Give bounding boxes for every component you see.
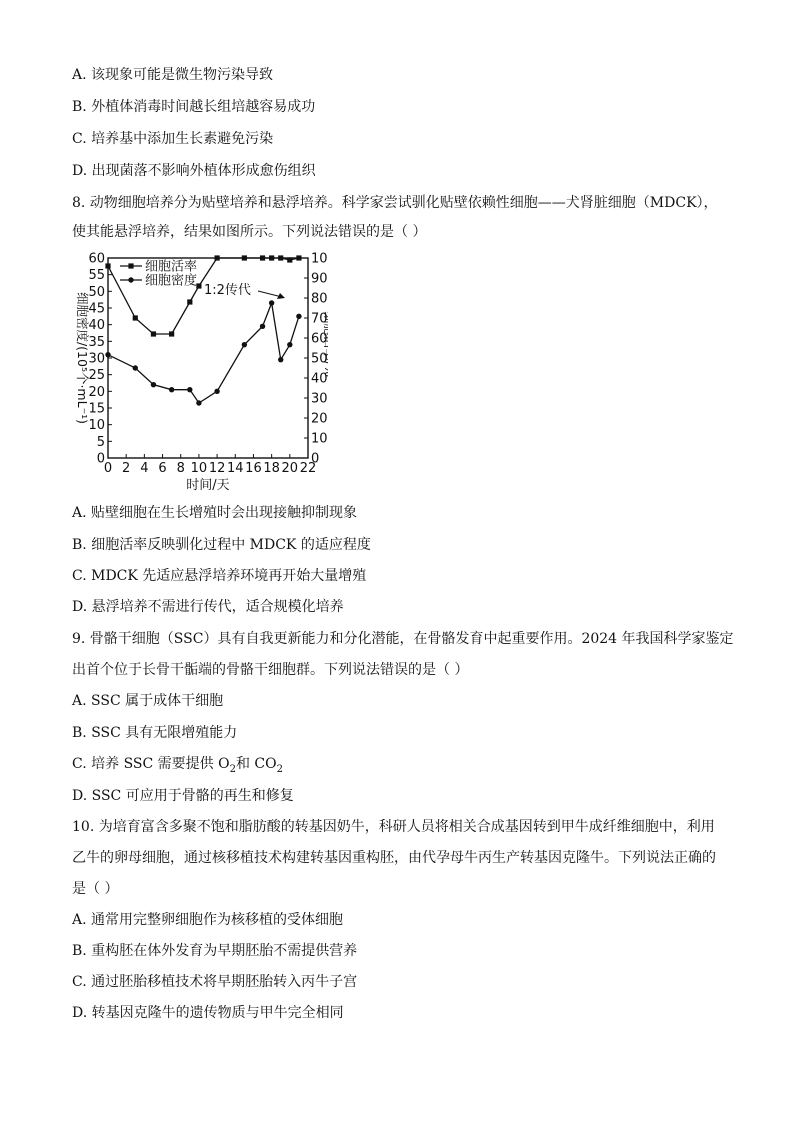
x-tick-label: 4 [140, 461, 149, 476]
y-right-axis-label: 细胞活率/% [322, 310, 328, 378]
data-point-circle [196, 400, 201, 405]
data-point-circle [278, 357, 283, 362]
q10-stem-line1: 10. 为培育富含多聚不饱和脂肪酸的转基因奶牛，科研人员将相关合成基因转到甲牛成纤维细胞中，利用 [72, 819, 715, 835]
q9-option-c-sub2: 2 [276, 763, 283, 775]
data-point-square [260, 255, 265, 260]
q8-option-d: D. 悬浮培养不需进行传代，适合规模化培养 [72, 599, 344, 615]
q9-option-c-mid: 和 CO [235, 756, 277, 772]
y-left-tick-label: 20 [88, 384, 105, 400]
data-point-square [169, 331, 174, 336]
q7-option-d: D. 出现菌落不影响外植体形成愈伤组织 [72, 163, 316, 179]
y-left-tick-label: 50 [88, 284, 105, 300]
x-tick-label: 0 [103, 461, 113, 476]
q10-option-a: A. 通常用完整卵细胞作为核移植的受体细胞 [72, 912, 344, 928]
q7-option-a: A. 该现象可能是微生物污染导致 [72, 67, 274, 83]
data-point-square [105, 263, 110, 268]
x-tick-label: 14 [226, 461, 244, 476]
y-right-tick-label: 0 [311, 451, 320, 467]
y-left-tick-label: 10 [88, 418, 105, 434]
q10-option-c: C. 通过胚胎移植技术将早期胚胎转入丙牛子宫 [72, 974, 358, 990]
annotation-passage: 1:2传代 [204, 283, 251, 298]
data-point-square [296, 255, 301, 260]
legend-marker-circle [128, 277, 133, 282]
y-right-tick-label: 50 [311, 351, 328, 367]
q9-option-c-sub1: 2 [229, 763, 236, 775]
y-left-tick-label: 15 [88, 401, 105, 417]
data-point-square [196, 283, 201, 288]
q9-option-c [72, 754, 283, 780]
q9-stem-line2: 出首个位于长骨干骺端的骨骼干细胞群。下列说法错误的是（ ） [72, 662, 469, 678]
x-tick-label: 6 [158, 461, 167, 476]
y-left-tick-label: 55 [88, 268, 105, 284]
q10-stem-line3: 是（ ） [72, 881, 119, 897]
data-point-circle [187, 387, 192, 392]
y-left-tick-label: 60 [88, 251, 105, 267]
data-point-circle [260, 324, 265, 329]
line-chart [68, 244, 328, 496]
data-point-square [151, 331, 156, 336]
data-point-square [242, 255, 247, 260]
x-tick-label: 8 [176, 461, 185, 476]
y-right-tick-label: 10 [311, 431, 328, 447]
y-left-tick-label: 0 [96, 451, 105, 467]
q8-option-a: A. 贴壁细胞在生长增殖时会出现接触抑制现象 [72, 505, 358, 521]
q9-option-a: A. SSC 属于成体干细胞 [72, 693, 224, 709]
x-tick-label: 10 [190, 461, 208, 476]
y-right-tick-label: 70 [311, 311, 328, 327]
q8-option-c: C. MDCK 先适应悬浮培养环境再开始大量增殖 [72, 568, 367, 584]
q9-option-b: B. SSC 具有无限增殖能力 [72, 725, 238, 741]
q7-option-c: C. 培养基中添加生长素避免污染 [72, 131, 274, 147]
data-point-square [269, 255, 274, 260]
y-left-tick-label: 30 [88, 351, 105, 367]
y-right-tick-label: 90 [311, 271, 328, 287]
q8-stem-line2: 使其能悬浮培养，结果如图所示。下列说法错误的是（ ） [72, 224, 427, 240]
y-left-tick-label: 45 [88, 301, 105, 317]
data-point-circle [105, 352, 110, 357]
y-left-axis-label: 细胞密度/(10⁵个·mL⁻¹) [75, 291, 90, 425]
x-tick-label: 20 [281, 461, 299, 476]
x-tick-label: 22 [299, 461, 317, 476]
data-point-circle [133, 365, 138, 370]
q10-stem-line2: 乙牛的卵母细胞，通过核移植技术构建转基因重构胚，由代孕母牛丙生产转基因克隆牛。下列说法正确的 [72, 850, 716, 866]
q8-stem-line1: 8. 动物细胞培养分为贴壁培养和悬浮培养。科学家尝试驯化贴壁依赖性细胞——犬肾脏细胞（MDCK）， [72, 195, 718, 211]
q9-option-d: D. SSC 可应用于骨骼的再生和修复 [72, 788, 294, 804]
q8-option-b: B. 细胞活率反映驯化过程中 MDCK 的适应程度 [72, 537, 371, 553]
x-tick-label: 2 [122, 461, 131, 476]
y-right-tick-label: 20 [311, 411, 328, 427]
y-left-tick-label: 35 [88, 334, 105, 350]
q7-option-b: B. 外植体消毒时间越长组培越容易成功 [72, 99, 316, 115]
x-axis-label: 时间/天 [186, 478, 230, 493]
annotation-arrow-line [258, 291, 282, 297]
x-tick-label: 18 [263, 461, 280, 476]
y-left-tick-label: 5 [96, 434, 105, 450]
y-right-tick-label: 80 [311, 291, 328, 307]
y-right-tick-label: 30 [311, 391, 328, 407]
data-point-circle [151, 382, 156, 387]
y-left-tick-label: 40 [88, 318, 105, 334]
data-point-square [278, 255, 283, 260]
data-point-circle [269, 300, 274, 305]
q10-option-d: D. 转基因克隆牛的遗传物质与甲牛完全相同 [72, 1005, 344, 1021]
y-left-tick-label: 25 [88, 368, 105, 384]
y-right-tick-label: 60 [311, 331, 328, 347]
y-right-tick-label: 10 [311, 251, 328, 267]
data-point-circle [242, 342, 247, 347]
data-point-square [187, 299, 192, 304]
y-right-tick-label: 40 [311, 371, 328, 387]
data-point-square [214, 255, 219, 260]
legend-marker-square [128, 263, 133, 268]
q9-stem-line1: 9. 骨骼干细胞（SSC）具有自我更新能力和分化潜能，在骨骼发育中起重要作用。2024 年我国科学家鉴定 [72, 631, 734, 647]
data-point-square [133, 315, 138, 320]
x-tick-label: 12 [208, 461, 226, 476]
data-point-circle [296, 314, 301, 319]
data-point-circle [214, 389, 219, 394]
q9-option-c-text: C. 培养 SSC 需要提供 O [72, 756, 230, 772]
legend-label: 细胞密度 [145, 273, 198, 289]
data-point-square [287, 257, 292, 262]
q10-option-b: B. 重构胚在体外发育为早期胚胎不需提供营养 [72, 943, 358, 959]
q8-chart [68, 244, 328, 496]
x-tick-label: 16 [245, 461, 262, 476]
data-point-circle [169, 387, 174, 392]
data-point-circle [287, 342, 292, 347]
legend-label: 细胞活率 [145, 259, 198, 275]
